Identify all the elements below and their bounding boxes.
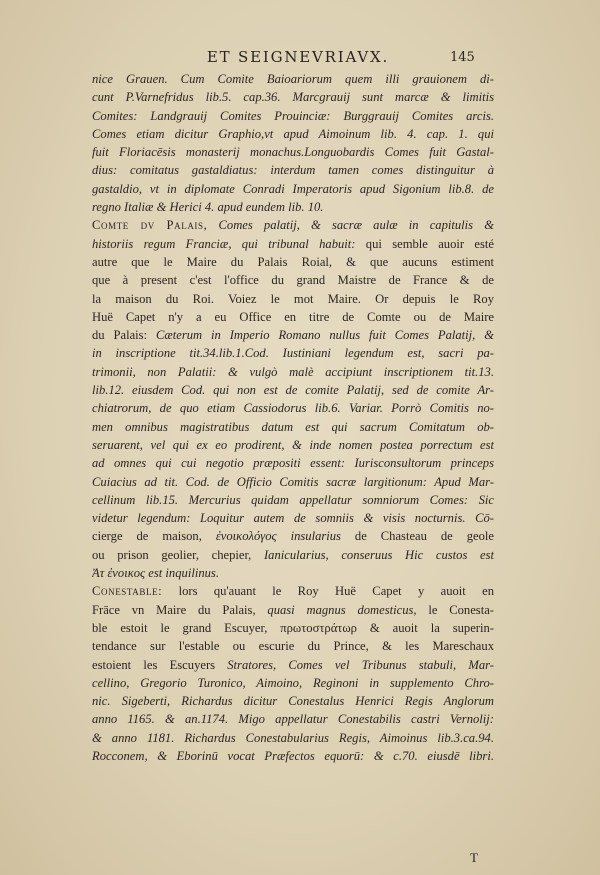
text-line: videtur legendum: Loquitur autem de somniis & visis nocturnis. Cō-	[92, 511, 494, 526]
text-line: estoient les Escuyers Stratores, Comes vel Tribunus stabuli, Mar-	[92, 657, 494, 672]
text-line: seruarent, vel qui ex eo prodirent, & inde nomen postea porrectum est	[92, 437, 494, 452]
text-line: Frāce vn Maire du Palais, quasi magnus domesticus, le Conesta-	[92, 602, 494, 617]
text-line: nice Grauen. Cum Comite Baioariorum quem illi grauionem di-	[92, 72, 494, 86]
text-line: ou prison geolier, chepier, Ianicularius, conseruus Hic custos est	[92, 547, 494, 562]
text-line: Comites: Landgrauij Comites Prouinciæ: Burggrauij Comites arcis.	[92, 108, 494, 123]
text-line: historiis regum Franciæ, qui tribunal habuit: qui semble auoir esté	[92, 236, 494, 251]
text-line: dius: comitatus gastaldiatus: interdum tamen comes distinguitur à	[92, 163, 494, 178]
text-line: regno Italiæ & Herici 4. apud eundem lib. 10.	[92, 200, 324, 215]
text-line: Conestable: lors qu'auant le Roy Huë Capet y auoit en	[92, 584, 494, 599]
text-line: & anno 1181. Richardus Conestabularius Regis, Aimoinus lib.3.ca.94.	[92, 730, 494, 745]
text-line: cunt P.Varnefridus lib.5. cap.36. Marcgrauij sunt marcæ & limitis	[92, 90, 494, 105]
text-line: que à present c'est l'office du grand Maistre de France & de	[92, 273, 494, 288]
text-line: gastaldio, vt in diplomate Conradi Imperatoris apud Sigonium lib.8. de	[92, 181, 494, 196]
running-title: ET SEIGNEVRIAVX.	[206, 48, 390, 66]
text-line: tendance sur l'estable ou escurie du Prince, & les Mareschaux	[92, 639, 494, 654]
text-line: cierge de maison, ἐνοικολόγος insularius de Chasteau de geole	[92, 529, 494, 544]
text-line: men omnibus magistratibus datum est qui sacrum Comitatum ob-	[92, 419, 494, 434]
catchword: T	[470, 850, 478, 865]
text-line: lib.12. eiusdem Cod. qui non est de comite Palatij, sed de comite Ar-	[92, 383, 494, 398]
text-line: Comes etiam dicitur Graphio,vt apud Aimoinum lib. 4. cap. 1. qui	[92, 126, 494, 141]
main-text	[92, 70, 494, 765]
text-line: ble estoit le grand Escuyer, πρωτοστράτωρ & auoit la superin-	[92, 620, 494, 635]
text-line: ad omnes qui cui negotio præpositi essent: Iurisconsultorum princeps	[92, 456, 494, 471]
text-line: cellino, Gregorio Turonico, Aimoino, Reginoni in supplemento Chro-	[92, 675, 494, 690]
text-line: nic. Sigeberti, Richardus dicitur Conestalus Henrici Regis Anglorum	[92, 694, 494, 709]
text-line: Huë Capet n'y a eu Office en titre de Comte ou de Maire	[92, 309, 494, 324]
text-line: autre que le Maire du Palais Roial, & que aucuns estiment	[92, 254, 494, 269]
text-line: Ἀτ ἐνοικος est inquilinus.	[92, 566, 219, 581]
text-line: du Palais: Cæterum in Imperio Romano nullus fuit Comes Palatij, &	[92, 328, 494, 343]
text-line: la maison du Roi. Voiez le mot Maire. Or depuis le Roy	[92, 291, 494, 306]
text-line: trimonii, non Palatii: & vulgò malè accipiunt inscriptionem tit.13.	[92, 364, 494, 379]
text-line: cellinum lib.15. Mercurius quidam appellatur somniorum Comes: Sic	[92, 492, 494, 507]
text-line: chiatrorum, de quo etiam Cassiodorus lib.6. Variar. Porrò Comitis no-	[92, 401, 494, 416]
page-header	[0, 48, 600, 72]
text-line: Rocconem, & Eborinū vocat Præfectos equorū: & c.70. eiusdē libri.	[92, 748, 494, 763]
text-line: in inscriptione tit.34.lib.1.Cod. Iustiniani legendum est, sacri pa-	[92, 346, 494, 361]
text-line: Comte dv Palais, Comes palatij, & sacræ aulæ in capitulis &	[92, 218, 494, 233]
page-number: 145	[450, 50, 475, 65]
text-line: fuit Floriacēsis monasterij monachus.Longuobardis Comes fuit Gastal-	[92, 145, 494, 160]
text-line: anno 1165. & an.1174. Migo appellatur Conestabilis castri Vernolij:	[92, 712, 494, 727]
text-line: Cuiacius ad tit. Cod. de Officio Comitis sacræ largitionum: Apud Mar-	[92, 474, 494, 489]
